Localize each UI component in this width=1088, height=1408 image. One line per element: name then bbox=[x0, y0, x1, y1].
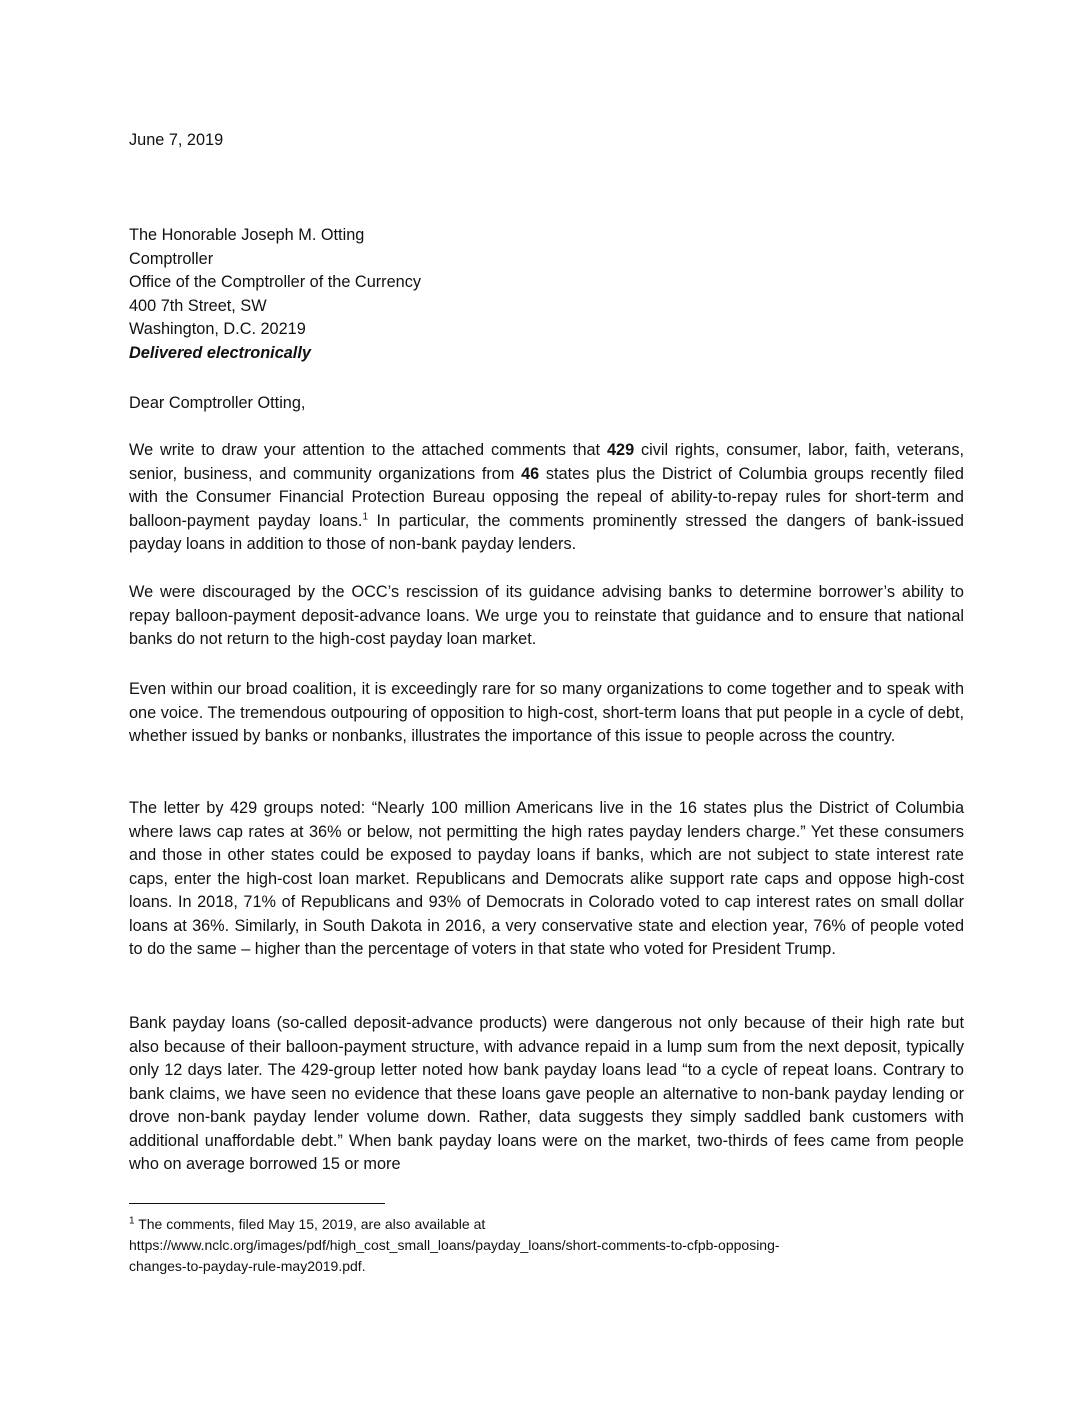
delivery-note: Delivered electronically bbox=[129, 343, 311, 362]
recipient-address bbox=[129, 224, 964, 365]
paragraph-4: The letter by 429 groups noted: “Nearly 100 million Americans live in the 16 states plus the District of Columbia where laws cap rates at 36% or below, not permitting the high rates payday lenders charge.” Yet these consumers and those in other states could be exposed to payday loans if banks, which are not subject to state interest rate caps, enter the high-cost loan market. Republicans and Democrats alike support rate caps and oppose high-cost loans. In 2018, 71% of Republicans and 93% of Democrats in Colorado voted to cap interest rates on small dollar loans at 36%. Similarly, in South Dakota in 2016, a very conservative state and election year, 76% of people voted to do the same – higher than the percentage of voters in that state who voted for President Trump. bbox=[129, 799, 964, 958]
recipient-title: Comptroller bbox=[129, 249, 214, 268]
footnote-line-1-text: The comments, filed May 15, 2019, are also available at bbox=[134, 1216, 486, 1232]
footnote-url-line-2: changes-to-payday-rule-may2019.pdf. bbox=[129, 1258, 366, 1274]
paragraph-3: Even within our broad coalition, it is exceedingly rare for so many organizations to come together and to speak with one voice. The tremendous outpouring of opposition to high-cost, short-term loans that put people in a cycle of debt, whether issued by banks or nonbanks, illustrates the importance of this issue to people across the country. bbox=[129, 680, 964, 745]
footnote-reference: 1 bbox=[362, 511, 368, 523]
paragraph-5: Bank payday loans (so-called deposit-advance products) were dangerous not only because of their high rate but also because of their balloon-payment structure, with advance repaid in a lump sum from the next deposit, typically only 12 days later. The 429-group letter noted how bank payday loans lead “to a cycle of repeat loans. Contrary to bank claims, we have seen no evidence that these loans gave people an alternative to non-bank payday lending or drove non-bank payday lender volume down. Rather, data suggests they simply saddled bank customers with additional unaffordable debt.” When bank payday loans were on the market, two-thirds of fees came from people who on average borrowed 15 or more bbox=[129, 1014, 964, 1173]
paragraph-1-text-c: states plus the District of Columbia groups recently filed with the Consumer Financial Protection Bureau opposing the repeal of ability-to-repay rules for short-term and balloon-payment payday loans. bbox=[129, 464, 964, 530]
recipient-street: 400 7th Street, SW bbox=[129, 296, 267, 315]
salutation: Dear Comptroller Otting, bbox=[129, 394, 306, 412]
recipient-name: The Honorable Joseph M. Otting bbox=[129, 226, 365, 244]
state-count: 46 bbox=[521, 464, 540, 483]
recipient-office: Office of the Comptroller of the Currency bbox=[129, 273, 421, 291]
footnote bbox=[129, 1214, 964, 1277]
paragraph-2: We were discouraged by the OCC’s rescission of its guidance advising banks to determine borrower’s ability to repay balloon-payment deposit-advance loans. We urge you to reinstate that guidance and to ensure that national banks do not return to the high-cost payday loan market. bbox=[129, 583, 964, 648]
footnote-url-line-1: https://www.nclc.org/images/pdf/high_cost_small_loans/payday_loans/short-comments-to-cfpb-opposing- bbox=[129, 1237, 780, 1253]
footnote-divider bbox=[129, 1203, 385, 1204]
paragraph-1-text-b: civil rights, consumer, labor, faith, veterans, senior, business, and community organizations from bbox=[129, 441, 964, 483]
recipient-city: Washington, D.C. 20219 bbox=[129, 320, 306, 338]
letter-date: June 7, 2019 bbox=[129, 131, 224, 149]
paragraph-1-text-a: We write to draw your attention to the attached comments that bbox=[129, 441, 607, 459]
paragraph-1 bbox=[129, 439, 964, 557]
footnote-line-1 bbox=[129, 1214, 964, 1235]
footnote-marker: 1 bbox=[129, 1215, 135, 1227]
paragraph-1-text-d: In particular, the comments prominently stressed the dangers of bank-issued payday loans in addition to those of non-bank payday lenders. bbox=[129, 511, 964, 553]
org-count: 429 bbox=[606, 441, 635, 459]
